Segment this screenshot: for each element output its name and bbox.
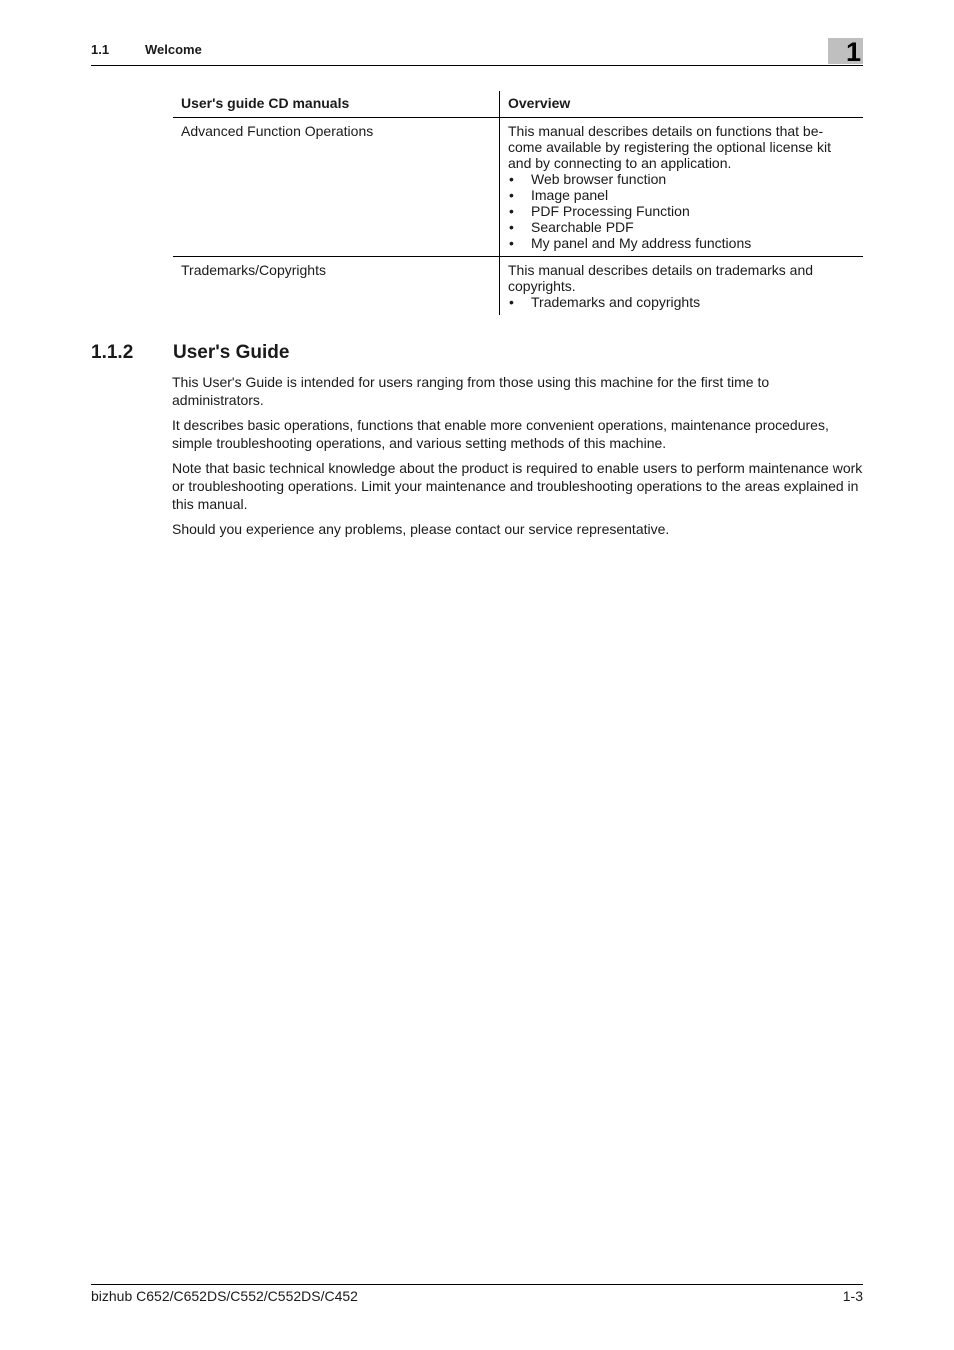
paragraph: Should you experience any problems, please contact our service representative. bbox=[172, 521, 670, 537]
overview-bullet-list bbox=[508, 294, 855, 310]
table-row bbox=[173, 257, 863, 316]
header-section-title: Welcome bbox=[145, 42, 202, 57]
list-item: • Image panel bbox=[508, 187, 855, 203]
list-item: • Searchable PDF bbox=[508, 219, 855, 235]
list-item: • Trademarks and copyrights bbox=[508, 294, 855, 310]
paragraph: It describes basic operations, functions that enable more convenient operations, maintenance procedures, simple troubleshooting operations, and various setting methods of this machine. bbox=[172, 417, 829, 451]
table-header-row bbox=[173, 91, 863, 118]
chapter-tab bbox=[828, 37, 863, 67]
column-header-manuals: User's guide CD manuals bbox=[173, 91, 500, 118]
footer-model: bizhub C652/C652DS/C552/C552DS/C452 bbox=[91, 1288, 358, 1304]
page-header bbox=[91, 38, 863, 66]
manual-overview bbox=[500, 118, 864, 257]
overview-text: This manual describes details on trademarks and copyrights. bbox=[508, 262, 814, 294]
page-number: 1-3 bbox=[842, 1288, 863, 1304]
overview-bullet-list bbox=[508, 171, 855, 251]
manuals-table bbox=[173, 91, 863, 315]
overview-text: This manual describes details on functions that be-come available by registering the optional license kit and by connecting to an application. bbox=[508, 123, 831, 171]
manual-overview bbox=[500, 257, 864, 316]
list-item: • My panel and My address functions bbox=[508, 235, 855, 251]
list-item: • PDF Processing Function bbox=[508, 203, 855, 219]
list-item: • Web browser function bbox=[508, 171, 855, 187]
column-header-overview: Overview bbox=[500, 91, 864, 118]
section-title: User's Guide bbox=[173, 342, 290, 363]
manual-name: Advanced Function Operations bbox=[173, 118, 500, 257]
paragraph: Note that basic technical knowledge about the product is required to enable users to perform maintenance work or troubleshooting operations. Limit your maintenance and troubleshooting operations to the areas explained in this manual. bbox=[172, 460, 863, 512]
section-body bbox=[172, 373, 864, 545]
manual-name: Trademarks/Copyrights bbox=[173, 257, 500, 316]
paragraph: This User's Guide is intended for users ranging from those using this machine for the first time to administrators. bbox=[172, 374, 770, 408]
page-footer bbox=[91, 1284, 863, 1304]
header-section-number: 1.1 bbox=[91, 42, 110, 57]
section-heading bbox=[91, 342, 289, 364]
section-number: 1.1.2 bbox=[91, 342, 134, 363]
chapter-number: 1 bbox=[845, 37, 861, 67]
table-row bbox=[173, 118, 863, 257]
